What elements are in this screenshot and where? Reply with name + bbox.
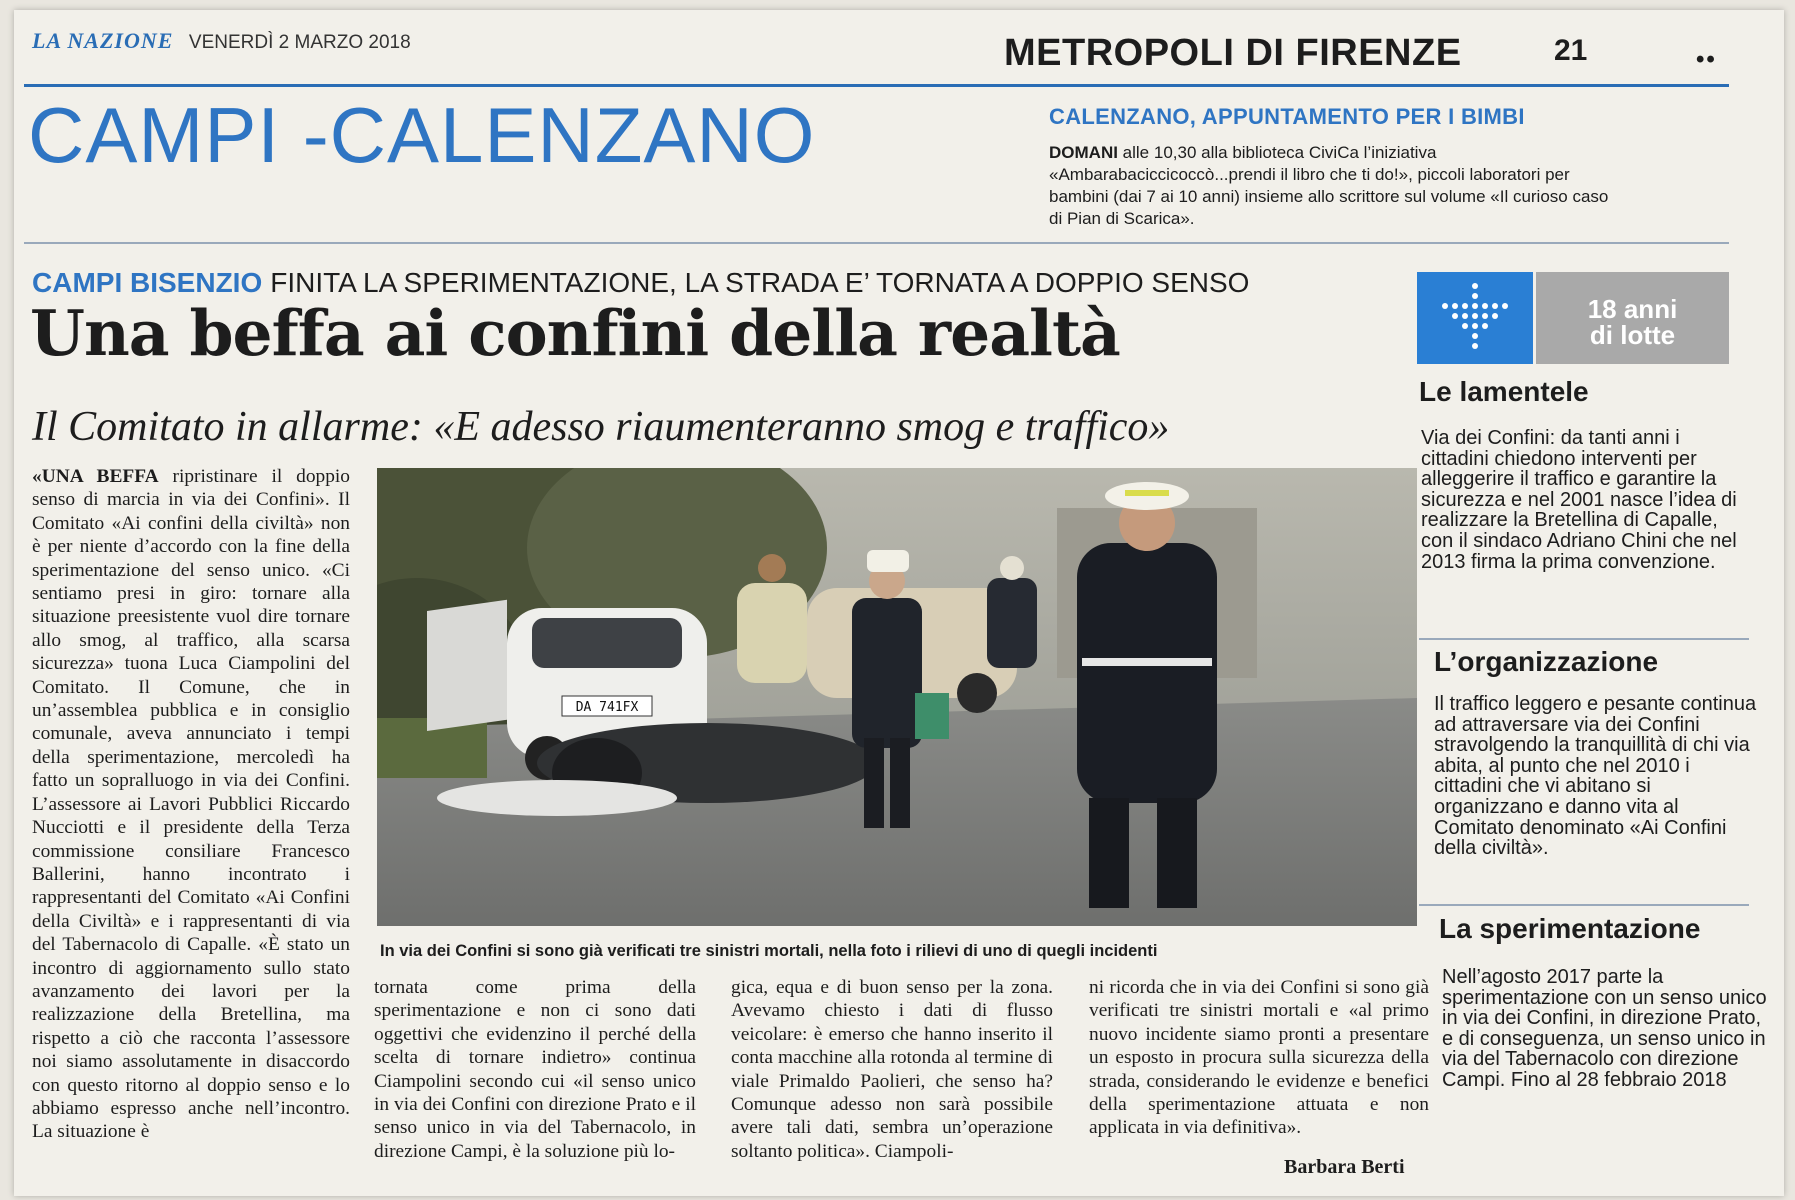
kicker-place: CAMPI BISENZIO bbox=[32, 267, 263, 298]
kicker-text: FINITA LA SPERIMENTAZIONE, LA STRADA E’ TORNATA A DOPPIO SENSO bbox=[270, 267, 1250, 298]
article-column-1 bbox=[32, 465, 350, 1144]
article-kicker bbox=[32, 267, 1249, 299]
issue-date: VENERDÌ 2 MARZO 2018 bbox=[188, 32, 411, 53]
sidebar-text-1: Via dei Confini: da tanti anni i cittadini chiedono interventi per alleggerire il traffico e garantire la sicurezza e nel 2001 nasce l’idea di realizzare la Bretellina di Capalle, con il sindaco Adriano Chini che nel 2013 firma la prima convenzione. bbox=[1421, 427, 1737, 573]
article-photo bbox=[377, 468, 1417, 926]
badge-line-2: di lotte bbox=[1589, 320, 1676, 350]
article-column-2: tornata come prima della sperimentazione e non ci sono dati oggettivi che evidenzino il perché della scelta di tornare indietro» continua Ciampolini secondo cui «il senso unico in via dei Confini con direzione Prato e il senso unico in via del Tabernacolo, in direzione Campi, è la soluzione più lo- bbox=[374, 977, 696, 1162]
masthead-left bbox=[32, 28, 411, 54]
photo-caption: In via dei Confini si sono già verificati tre sinistri mortali, nella foto i rilievi di uno di quegli incidenti bbox=[380, 942, 1158, 960]
brief-body: alle 10,30 alla biblioteca CiviCa l’iniziativa «Ambarabaciccicoccò...prendi il libro che ti do!», piccoli laboratori per bambini (dai 7 ai 10 anni) insieme allo scrittore sul volume «Il curioso caso di Pian di Scarica». bbox=[1049, 143, 1609, 228]
sidebar-title-3: La sperimentazione bbox=[1439, 913, 1701, 944]
sidebar-rule-1 bbox=[1419, 638, 1749, 640]
dot-arrow-icon bbox=[1417, 272, 1533, 364]
paper-name: LA NAZIONE bbox=[32, 28, 174, 53]
sidebar-title-1: Le lamentele bbox=[1419, 376, 1589, 407]
years-badge bbox=[1536, 272, 1729, 364]
brief-box bbox=[1049, 104, 1729, 230]
lead-text: ripristinare il doppio senso di marcia in via dei Confini». Il Comitato «Ai confini della civiltà» non è per niente d’accordo con la fine della sperimentazione del senso unico. «Ci sentiamo presi in giro: tornare alla situazione preesistente vuol dire tornare allo smog, al traffico, alla scarsa sicurezza» tuona Luca Ciampolini del Comitato. Il Comune, che in un’assemblea pubblica e in consiglio comunale, aveva annunciato i tempi della sperimentazione, mercoledì ha fatto un sopralluogo in via dei Confini. L’assessore ai Lavori Pubblici Riccardo Nucciotti e il presidente della Terza commissione consiliare Francesco Ballerini, hanno incontrato i rappresentanti del Comitato «Ai Confini della Civiltà» e i rappresentanti di via del Tabernacolo di Capalle. «È stato un incontro di aggiornamento sullo stato avanzamento dei lavori per la realizzazione della Bretellina, ma rispetto a ciò che racconta l’assessore noi siamo assolutamente in disaccordo con questo ritorno al doppio senso e lo abbiamo espresso anche nell’incontro. La situazione è bbox=[32, 466, 350, 1143]
local-section-title: CAMPI -CALENZANO bbox=[28, 91, 816, 179]
page-number: 21 bbox=[1554, 34, 1588, 67]
byline: Barbara Berti bbox=[1284, 1156, 1405, 1178]
lead-open: «UNA BEFFA bbox=[32, 466, 159, 487]
headline: Una beffa ai confini della realtà bbox=[30, 296, 1120, 370]
brief-lead-word: DOMANI bbox=[1049, 143, 1118, 162]
page-dots: •• bbox=[1696, 46, 1717, 73]
top-rule bbox=[24, 84, 1729, 87]
newspaper-page bbox=[14, 10, 1784, 1196]
license-plate: DA 741FX bbox=[575, 700, 639, 715]
section-rule bbox=[24, 242, 1729, 244]
badge-line-1: 18 anni bbox=[1587, 294, 1678, 324]
accident-scene-illustration bbox=[377, 468, 1417, 926]
section-name: METROPOLI DI FIRENZE bbox=[1004, 32, 1462, 74]
sidebar-text-2: Il traffico leggero e pesante continua ad attraversare via dei Confini stravolgendo la tranquillità di chi via abita, al punto che nel 2010 i cittadini che vi abitano si organizzano e danno vita al Comitato denominato «Ai Confini della civiltà». bbox=[1434, 693, 1757, 860]
sidebar-title-2: L’organizzazione bbox=[1434, 646, 1659, 677]
brief-text bbox=[1049, 142, 1609, 230]
sidebar-rule-2 bbox=[1419, 904, 1749, 906]
brief-title: CALENZANO, APPUNTAMENTO PER I BIMBI bbox=[1049, 104, 1525, 129]
committee-logo bbox=[1417, 272, 1533, 364]
article-column-4: ni ricorda che in via dei Confini si sono già verificati tre sinistri mortali e «al primo nuovo incidente siamo pronti a presentare un esposto in procura sulla sicurezza della strada, considerando le evidenze e benefici della sperimentazione attuata e non applicata in via definitiva». bbox=[1089, 977, 1429, 1139]
subheadline: Il Comitato in allarme: «E adesso riaumenteranno smog e traffico» bbox=[32, 404, 1170, 450]
article-column-3: gica, equa e di buon senso per la zona. Avevamo chiesto i dati di flusso veicolare: è emerso che hanno inserito il conta macchine alla rotonda al termine di viale Primaldo Paolieri, che senso ha? Comunque adesso non sarà possibile avere tali dati, sembra un’operazione soltanto politica». Ciampoli- bbox=[731, 977, 1053, 1162]
sidebar-text-3: Nell’agosto 2017 parte la sperimentazione con un senso unico in via dei Confini, in direzione Prato, e di conseguenza, un senso unico in via del Tabernacolo con direzione Campi. Fino al 28 febbraio 2018 bbox=[1442, 966, 1767, 1091]
